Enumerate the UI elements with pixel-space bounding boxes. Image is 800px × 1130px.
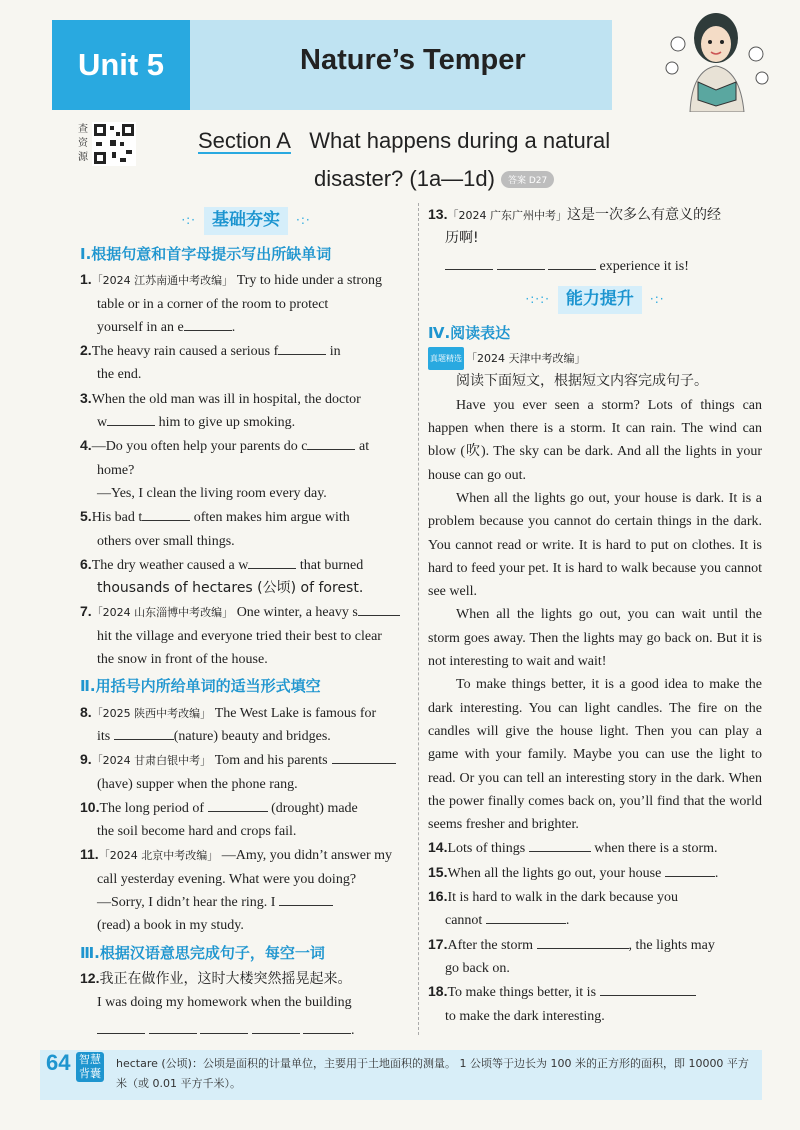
section-name: Section A [198, 128, 291, 153]
answer-blank[interactable] [107, 411, 155, 426]
q-text-cn: 这是一次多么有意义的经 [566, 207, 721, 223]
question-4 [80, 434, 412, 458]
answer-blank[interactable] [252, 1019, 300, 1034]
unit-label: Unit 5 [52, 20, 190, 110]
answer-blank[interactable] [665, 862, 715, 877]
question-16 [428, 885, 762, 909]
passage-paragraph-2: When all the lights go out, your house is dark. It is a problem because you cannot do certain things in the dark. You cannot read or write. It is hard to put on clothes. It is hard to feed your pet. It is hard to walk because you cannot see well. [428, 490, 762, 600]
q-text: (drought) made [267, 800, 358, 816]
q-num: 9. [80, 751, 92, 768]
q-text: When all the lights go out, your house [447, 865, 665, 881]
q-source: 「2024 天津中考改编」 [466, 352, 586, 366]
q-text: its [97, 728, 114, 744]
q-text: w [97, 415, 108, 431]
question-17-line2: go back on. [445, 960, 510, 976]
question-8-line2 [80, 725, 412, 748]
source-tag: 真题精选 [428, 347, 464, 370]
question-7-line2: hit the village and everyone tried their best to clear [97, 628, 382, 644]
right-column [428, 203, 762, 1028]
q-text: His bad t [91, 510, 143, 526]
question-18-line2: to make the dark interesting. [445, 1008, 605, 1024]
question-1 [80, 268, 412, 292]
question-7 [80, 600, 412, 624]
question-4-line3: —Yes, I clean the living room every day. [97, 485, 327, 501]
answer-blank[interactable] [248, 554, 296, 569]
dots-right-icon: ·:· [649, 292, 665, 307]
question-11-line3 [80, 891, 412, 914]
q-text-cn: 我正在做作业，这时大楼突然摇晃起来。 [99, 970, 352, 987]
column-divider [418, 203, 419, 1035]
question-12-blanks: . [80, 1019, 412, 1042]
q-source: 「2025 陕西中考改编」 [91, 706, 212, 720]
dots-left-icon: ·:·:· [525, 292, 550, 307]
q-text: Try to hide under a strong [233, 273, 382, 289]
q-num: 7. [80, 603, 92, 620]
question-13-line3 [428, 255, 762, 278]
question-9 [80, 748, 412, 772]
question-14 [428, 836, 762, 860]
answer-blank[interactable] [97, 1019, 145, 1034]
q-text: . [231, 319, 236, 335]
answer-blank[interactable] [184, 316, 232, 331]
q-source: 「2024 江苏南通中考改编」 [91, 274, 234, 288]
q-text: experience it is! [596, 258, 689, 274]
reading-girl-illustration [658, 4, 778, 112]
question-11-line4: (read) a book in my study. [97, 918, 244, 934]
answer-blank[interactable] [149, 1019, 197, 1034]
qr-label-3: 源 [78, 152, 88, 163]
question-5 [80, 505, 412, 529]
answer-blank[interactable] [529, 837, 591, 852]
section-title-line1: What happens during a natural [309, 128, 611, 153]
answer-blank[interactable] [486, 909, 566, 924]
qr-label-2: 资 [78, 138, 88, 149]
question-8 [80, 701, 412, 725]
passage-paragraph-3: When all the lights go out, you can wait until the storm goes away. Then the lights may go back on. But it is not interesting to wait and wait! [428, 607, 762, 670]
qr-labels [78, 123, 88, 165]
q-text: It is hard to walk in the dark because you [447, 890, 679, 906]
q-text: After the storm [447, 937, 537, 953]
q-text: The heavy rain caused a serious f [91, 344, 279, 360]
question-13 [428, 203, 762, 227]
q-num: 15. [428, 863, 448, 880]
q-num: 12. [80, 969, 100, 986]
part3-title: Ⅲ.根据汉语意思完成句子，每空一词 [80, 943, 325, 962]
answer-blank[interactable] [497, 255, 545, 270]
question-3 [80, 387, 412, 411]
q-num: 10. [80, 798, 100, 815]
question-2-line2: the end. [97, 367, 142, 383]
q-text: yourself in an e [97, 319, 184, 335]
q-text: cannot [445, 913, 486, 929]
question-11-line2: call yesterday evening. What were you doing? [97, 871, 357, 887]
q-text: , the lights may [628, 937, 715, 953]
q-num: 3. [80, 389, 92, 406]
q-text: To make things better, it is [447, 985, 600, 1001]
qr-block [78, 122, 136, 166]
answer-blank[interactable] [278, 340, 326, 355]
answer-blank[interactable] [200, 1019, 248, 1034]
qr-code-icon[interactable] [92, 122, 136, 166]
dots-left-icon: ·:· [181, 213, 196, 228]
tip-tag: 智慧背囊 [76, 1052, 104, 1082]
question-17 [428, 933, 762, 957]
basic-bar-title: 基础夯实 [204, 207, 288, 234]
q-source: 「2024 北京中考改编」 [98, 849, 219, 863]
q-text: that burned [296, 557, 364, 573]
answer-blank[interactable] [142, 506, 190, 521]
answer-blank[interactable] [358, 601, 400, 616]
part4-title: Ⅳ.阅读表达 [428, 323, 511, 342]
part1-title: Ⅰ.根据句意和首字母提示写出所缺单词 [80, 245, 332, 263]
q-text: . [565, 913, 570, 929]
q-num: 14. [428, 839, 448, 856]
part4-instruction: 阅读下面短文，根据短文内容完成句子。 [456, 373, 708, 390]
q-text: at [355, 439, 370, 455]
ability-bar-title: 能力提升 [558, 286, 642, 313]
question-10 [80, 796, 412, 820]
question-12-line2: I was doing my homework when the building [97, 995, 352, 1011]
answer-badge[interactable]: 答案 D27 [501, 171, 554, 188]
q-text: him to give up smoking. [155, 415, 296, 431]
q-num: 17. [428, 935, 448, 952]
passage-paragraph-1: Have you ever seen a storm? Lots of things can happen when there is a storm. It can rain. The wind can blow (吹). The sky can be dark. And all the lights in your house can go out. [428, 397, 762, 483]
q-text: in [326, 344, 341, 360]
question-11 [80, 843, 412, 867]
qr-label-1: 查 [78, 124, 88, 135]
section-title-line2: disaster? (1a—1d) [314, 166, 495, 191]
question-12 [80, 967, 412, 991]
answer-blank[interactable] [548, 255, 596, 270]
q-text: when there is a storm. [590, 841, 718, 857]
question-15 [428, 861, 762, 885]
answer-blank[interactable] [279, 891, 333, 906]
page-number: 64 [46, 1050, 71, 1075]
q-source: 「2024 山东淄博中考改编」 [91, 606, 234, 620]
q-text: . [714, 865, 719, 881]
answer-blank[interactable] [208, 797, 268, 812]
q-text: (nature) beauty and bridges. [173, 728, 331, 744]
q-num: 13. [428, 206, 448, 222]
q-text: When the old man was ill in hospital, the doctor [91, 391, 361, 407]
answer-blank[interactable] [114, 725, 174, 740]
page-header [0, 0, 800, 110]
answer-blank[interactable] [307, 435, 355, 450]
q-num: 11. [80, 846, 99, 863]
dots-right-icon: ·:· [296, 213, 311, 228]
q-text: One winter, a heavy s [233, 605, 358, 621]
section-title-line2-row [314, 166, 554, 192]
part4-source [428, 347, 762, 370]
answer-blank[interactable] [537, 934, 629, 949]
passage-paragraph-4: To make things better, it is a good idea to make the dark interesting. You can light candles. The fire on the candles will give the house light. Then you can play a game with your family. Maybe you can use the light to read. Or you can tell an interesting story in the dark. When the power finally comes back on, you’ll find that the world seems fresher and brighter. [428, 677, 762, 833]
question-1-line3 [80, 316, 412, 339]
q-source: 「2024 甘肃白银中考」 [91, 754, 212, 768]
basic-bar [80, 203, 412, 239]
q-num: 8. [80, 703, 92, 720]
question-6-line2: thousands of hectares (公顷) of forest. [97, 580, 364, 597]
q-num: 16. [428, 888, 448, 905]
question-5-line2: others over small things. [97, 533, 235, 549]
q-text: The long period of [99, 800, 208, 816]
q-text: The West Lake is famous for [211, 705, 377, 721]
q-num: 4. [80, 437, 92, 454]
left-column [80, 203, 412, 1042]
answer-blank[interactable] [303, 1019, 351, 1034]
question-10-line2: the soil become hard and crops fail. [97, 824, 297, 840]
q-text: —Sorry, I didn’t hear the ring. I [97, 895, 279, 911]
q-num: 6. [80, 555, 92, 572]
q-num: 5. [80, 508, 92, 525]
question-9-line2: (have) supper when the phone rang. [97, 776, 298, 792]
q-num: 18. [428, 983, 448, 1000]
question-13-line2: 历啊! [445, 230, 479, 247]
question-6 [80, 553, 412, 577]
question-1-line2: table or in a corner of the room to protect [97, 296, 329, 312]
q-text: Tom and his parents [211, 753, 328, 769]
q-text: Lots of things [447, 841, 529, 857]
unit-title: Nature’s Temper [300, 44, 526, 76]
answer-blank[interactable] [332, 749, 396, 764]
footer-note: hectare (公顷)：公顷是面积的计量单位，主要用于土地面积的测量。 1 公顷等于边长为 100 米的正方形的面积，即 10000 平方米（或 0.01 平方千米）。 [116, 1057, 749, 1090]
question-3-line2 [80, 411, 412, 434]
answer-blank[interactable] [600, 981, 696, 996]
q-source: 「2024 广东广州中考」 [447, 209, 567, 222]
section-title [198, 128, 610, 154]
question-18 [428, 980, 762, 1004]
question-7-line3: the snow in front of the house. [97, 652, 268, 668]
q-text: often makes him argue with [190, 510, 350, 526]
question-2 [80, 339, 412, 363]
q-num: 2. [80, 342, 92, 359]
question-16-line2 [428, 909, 762, 932]
ability-bar [428, 282, 762, 318]
q-num: 1. [80, 271, 92, 288]
q-text: —Amy, you didn’t answer my [218, 848, 393, 864]
q-text: —Do you often help your parents do c [91, 439, 308, 455]
part2-title: Ⅱ.用括号内所给单词的适当形式填空 [80, 677, 321, 696]
answer-blank[interactable] [445, 255, 493, 270]
q-text: The dry weather caused a w [91, 557, 249, 573]
question-4-line2: home? [97, 462, 135, 478]
